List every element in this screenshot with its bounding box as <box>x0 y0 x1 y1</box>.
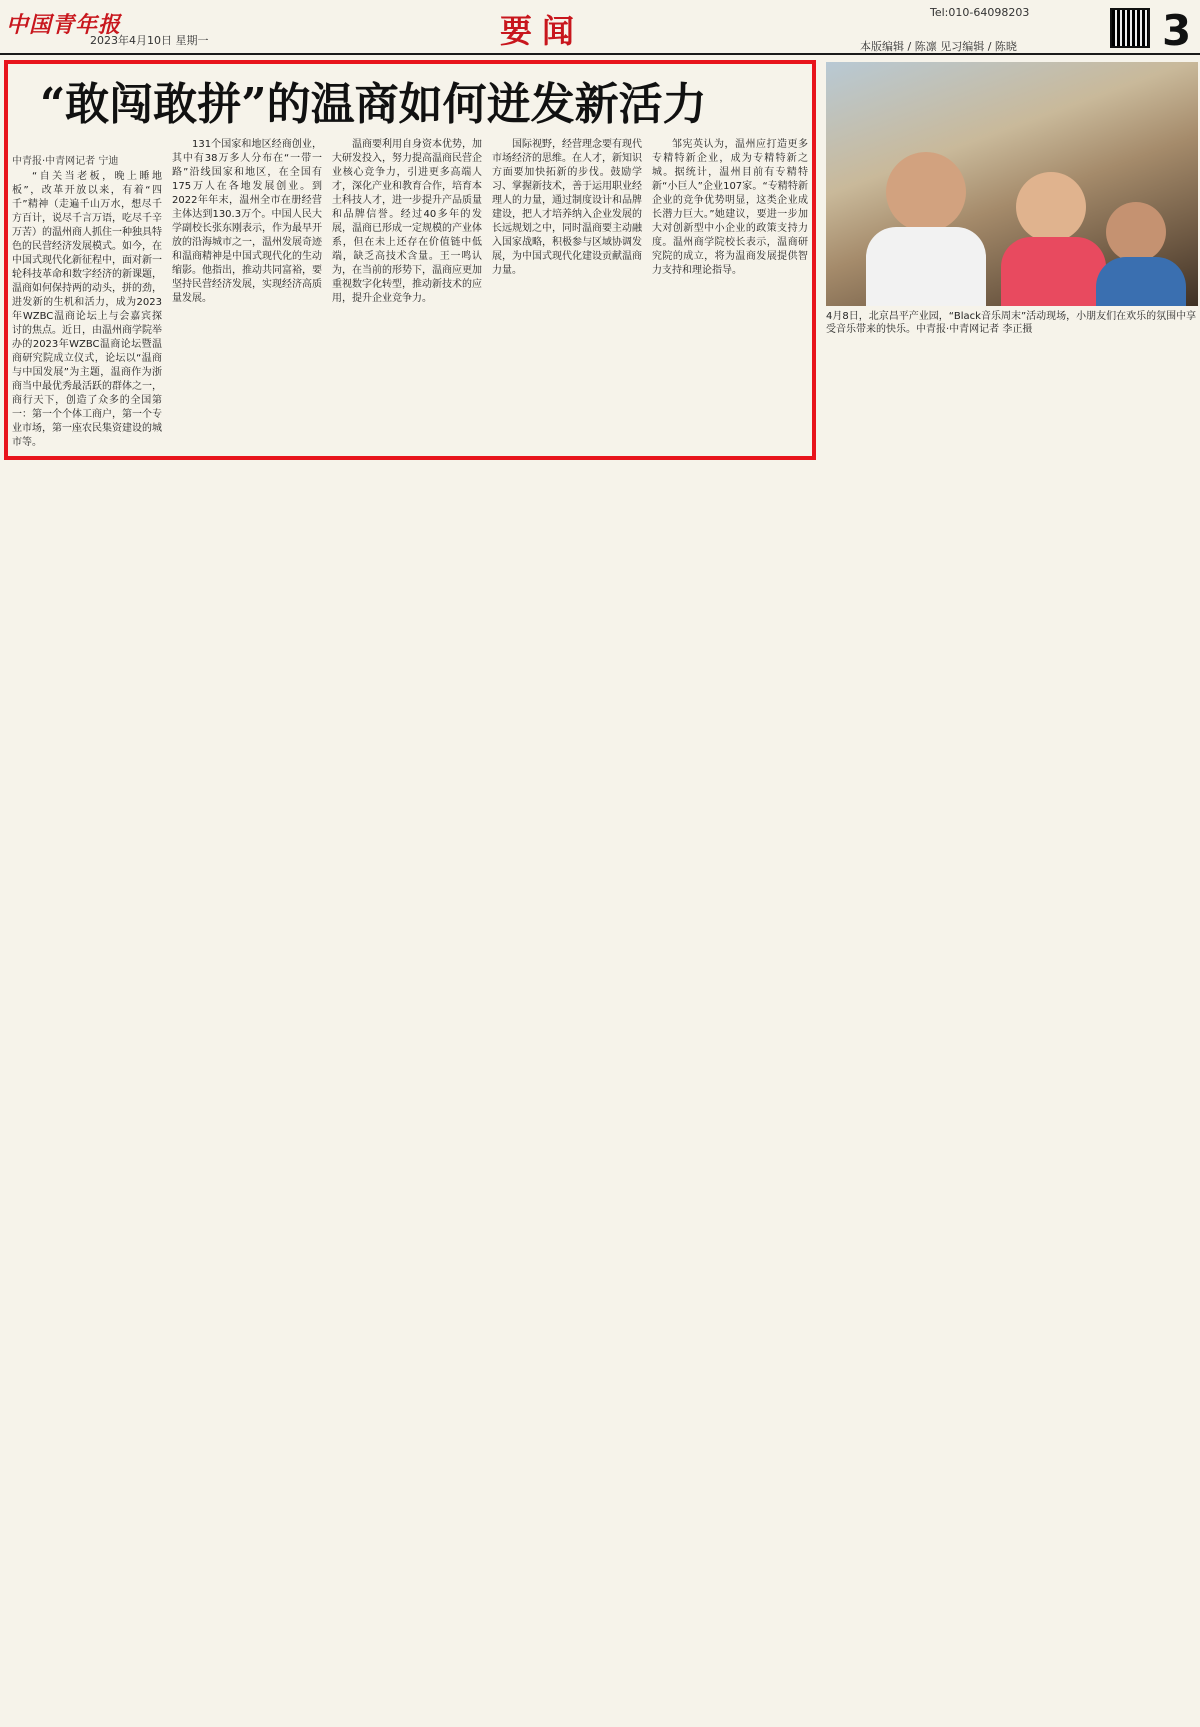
article1-col-2: 131个国家和地区经商创业，其中有38万多人分布在“一带一路”沿线国家和地区，在全国有175万人在各地发展创业。到2022年年末，温州全市在册经营主体达到130.3万个。中国人民大学副校长张东刚表示，作为最早开放的沿海城市之一，温州发展奇迹和温商精神是中国式现代化的生动缩影。他指出，推动共同富裕，要坚持民营经济发展，实现经济高质量发展。 <box>172 139 322 304</box>
article1-col-4: 国际视野，经营理念要有现代市场经济的思维。在人才，新知识方面要加快拓新的步伐。鼓励学习、掌握新技术，善于运用职业经理人的力量，通过制度设计和品牌建设，把人才培养纳入企业发展的长远规划之中，同时温商要主动融入国家战略，积极参与区域协调发展，为中国式现代化建设贡献温商力量。 <box>492 139 642 276</box>
masthead <box>0 0 1200 55</box>
article1-col-3: 温商要利用自身资本优势，加大研发投入，努力提高温商民营企业核心竞争力，引进更多高端人才，深化产业和教育合作，培育本土科技人才，进一步提升产品质量和品牌信誉。经过40多年的发展，温商已形成一定规模的产业体系，但在未上还存在价值链中低端，缺乏高技术含量。王一鸣认为，在当前的形势下，温商应更加重视数字化转型，推动新技术的应用，提升企业竞争力。 <box>332 139 482 304</box>
photo-caption: 4月8日，北京昌平产业园，“Black音乐周末”活动现场，小朋友们在欢乐的氛围中享受音乐带来的快乐。中青报·中青网记者 李正摄 <box>826 311 1197 335</box>
qr-code-icon <box>1110 8 1150 48</box>
article1-col-1: “自关当老板，晚上睡地板”，改革开放以来，有着“四千”精神（走遍千山万水，想尽千方百计，说尽千言万语，吃尽千辛万苦）的温州商人抓住一种独具特色的民营经济发展模式。如今，在中国式现代化新征程中，面对新一轮科技革命和数字经济的新课题，温商如何保持两的动头，拼的劲，进发新的生机和活力，成为2023年WZBC温商论坛上与会嘉宾探讨的焦点。近日，由温州商学院举办的2023年WZBC温商论坛暨温商研究院成立仪式，论坛以“温商与中国发展”为主题，温商作为浙商当中最优秀最活跃的群体之一，商行天下，创造了众多的全国第一：第一个个体工商户，第一个专业市场，第一座农民集资建设的城市等。 <box>12 171 162 448</box>
article1-byline: 中青报·中青网记者 宁迪 <box>12 156 119 167</box>
page-number: 3 <box>1162 6 1192 55</box>
telephone: Tel:010-64098203 <box>930 6 1030 19</box>
section-title: 要闻 <box>500 12 585 50</box>
article1-headline: “敢闯敢拼”的温商如何迸发新活力 <box>40 79 707 130</box>
dateline: 2023年4月10日 星期一 <box>90 34 209 47</box>
article1-col-5: 邹宪英认为，温州应打造更多专精特新企业，成为专精特新之城。据统计，温州目前有专精特新“小巨人”企业107家。“专精特新企业的竞争优势明显，这类企业成长潜力巨大。”她建议，要进一步加大对创新型中小企业的政策支持力度。温州商学院校长表示，温商研究院的成立，将为温商发展提供智力支持和理论指导。 <box>652 139 808 276</box>
children-music-photo <box>826 62 1198 306</box>
editors: 本版编辑 / 陈凛 见习编辑 / 陈晓 <box>860 40 1017 53</box>
newspaper-logo: 中国青年报 <box>6 12 122 38</box>
